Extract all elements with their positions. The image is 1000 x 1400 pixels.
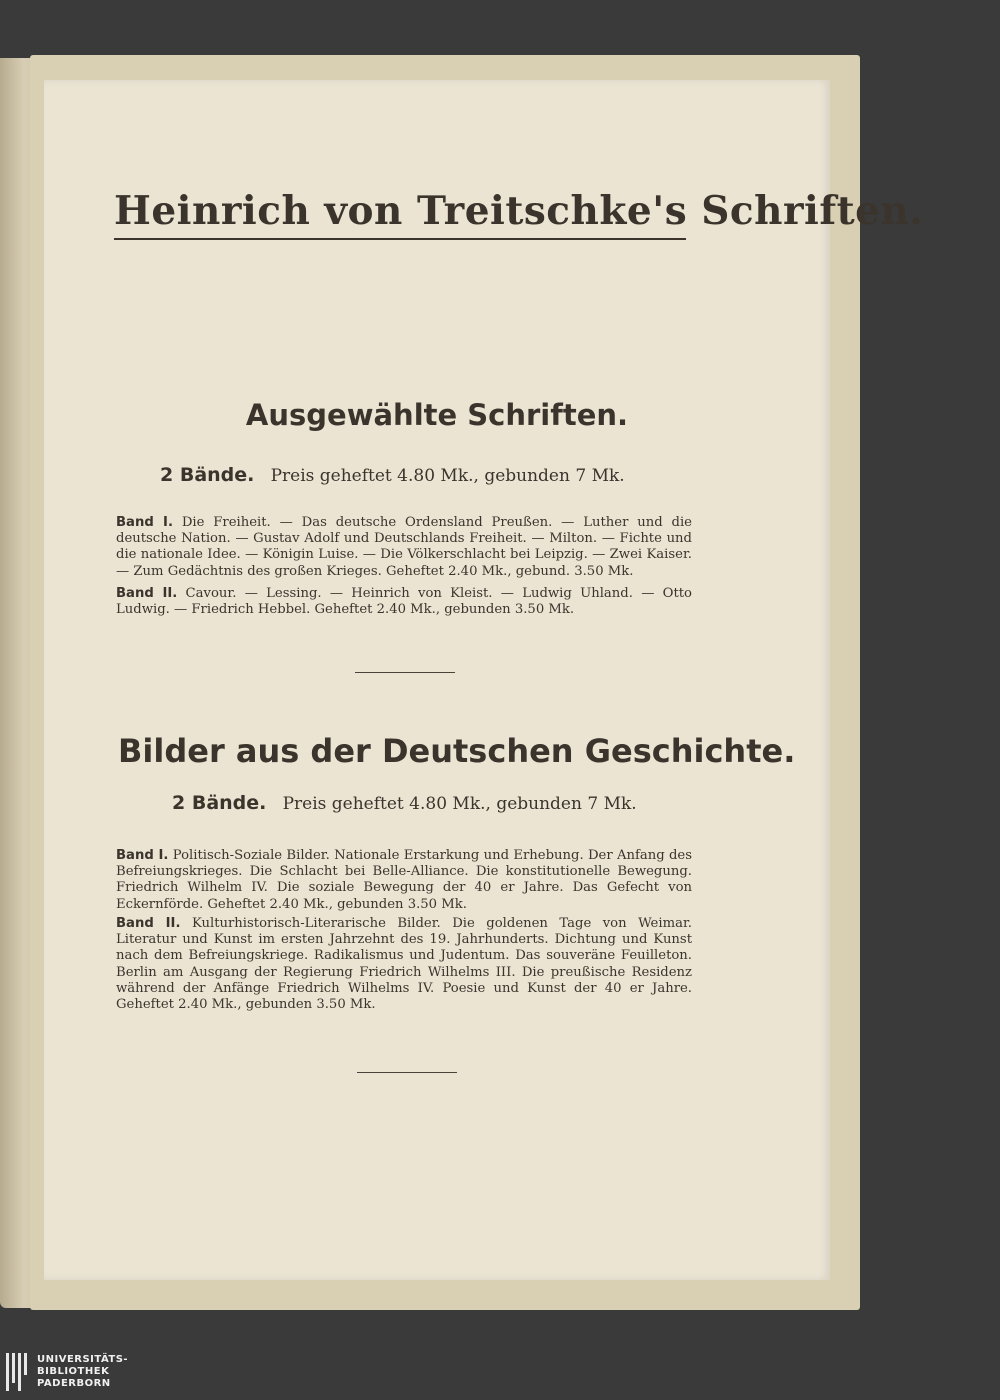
- price-text: Preis geheftet 4.80 Mk., gebunden 7 Mk.: [282, 794, 637, 814]
- price-line-1: [160, 464, 625, 486]
- header-underline: [114, 238, 686, 240]
- band-contents: Politisch-Soziale Bilder. Nationale Erstarkung und Erhebung. Der Anfang des Befreiungskrieges. Die Schlacht bei Belle-Alliance. Die konstitutionelle Bewegung. Friedrich Wilhelm IV. Die soziale Bewegung der 40 er Jahre. Das Gefecht von Eckernförde. Geheftet 2.40 Mk., gebunden 3.50 Mk.: [116, 848, 692, 912]
- price-line-2: [172, 792, 637, 814]
- volumes-label: 2 Bände.: [160, 464, 255, 486]
- book-page: [44, 80, 924, 1280]
- library-logo-icon: [6, 1353, 27, 1391]
- section-divider: [357, 1072, 457, 1073]
- band-2-entry: [116, 916, 692, 1013]
- band-1-entry: [116, 848, 692, 913]
- price-text: Preis geheftet 4.80 Mk., gebunden 7 Mk.: [270, 466, 625, 486]
- footer-bar: [0, 1350, 1000, 1400]
- library-logo-text: UNIVERSITÄTS- BIBLIOTHEK PADERBORN: [37, 1354, 129, 1389]
- band-label: Band I.: [116, 848, 169, 863]
- section-divider: [355, 672, 455, 673]
- band-label: Band II.: [116, 586, 178, 601]
- band-label: Band II.: [116, 916, 181, 931]
- band-2-entry: [116, 586, 692, 618]
- band-contents: Kulturhistorisch-Literarische Bilder. Die goldenen Tage von Weimar. Literatur und Kunst im ersten Jahrzehnt des 19. Jahrhunderts. Dichtung und Kunst nach dem Befreiungskriege. Radikalismus und Judentum. Das souveräne Feuilleton. Berlin am Ausgang der Regierung Friedrich Wilhelms III. Die preußische Residenz während der Anfänge Friedrich Wilhelms IV. Poesie und Kunst der 40 er Jahre. Geheftet 2.40 Mk., gebunden 3.50 Mk.: [116, 916, 692, 1013]
- volumes-label: 2 Bände.: [172, 792, 267, 814]
- library-logo: [6, 1353, 128, 1391]
- band-contents: Die Freiheit. — Das deutsche Ordensland Preußen. — Luther und die deutsche Nation. — Gustav Adolf und Deutschlands Freiheit. — Milton. — Fichte und die nationale Idee. — Königin Luise. — Die Völkerschlacht bei Leipzig. — Zwei Kaiser. — Zum Gedächtnis des großen Krieges. Geheftet 2.40 Mk., gebund. 3.50 Mk.: [116, 515, 692, 579]
- band-1-entry: [116, 515, 692, 580]
- section-title-bilder-aus-der-deutschen-geschichte: Bilder aus der Deutschen Geschichte.: [118, 732, 796, 770]
- band-label: Band I.: [116, 515, 173, 530]
- page-header: Heinrich von Treitschke's Schriften.: [114, 188, 924, 234]
- band-contents: Cavour. — Lessing. — Heinrich von Kleist. — Ludwig Uhland. — Otto Ludwig. — Friedrich Hebbel. Geheftet 2.40 Mk., gebunden 3.50 Mk.: [116, 586, 692, 618]
- section-title-ausgewaehlte-schriften: Ausgewählte Schriften.: [245, 398, 629, 432]
